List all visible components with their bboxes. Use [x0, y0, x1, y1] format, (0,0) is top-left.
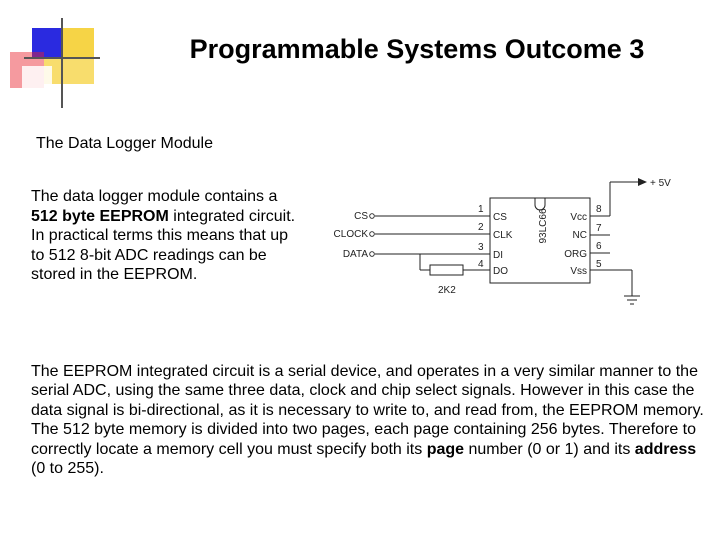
slide-subtitle: The Data Logger Module [36, 135, 213, 152]
chip-notch [535, 198, 545, 210]
body-text [31, 362, 711, 478]
pin-number-8: 8 [596, 204, 602, 215]
resistor [430, 265, 463, 275]
pin-number-3: 3 [478, 242, 484, 253]
pin-name-org: ORG [564, 249, 587, 260]
body-paragraph-2-part2: number (0 or 1) and its [464, 440, 635, 458]
corner-decoration [0, 0, 110, 110]
input-label-cs: CS [354, 211, 368, 222]
pin-number-2: 2 [478, 222, 484, 233]
body-paragraph-2-part3: (0 to 255). [31, 460, 104, 478]
pin-number-6: 6 [596, 241, 602, 252]
pin-number-4: 4 [478, 259, 484, 270]
pin-name-do: DO [493, 266, 508, 277]
intro-text-bold: 512 byte EEPROM [31, 207, 169, 225]
page-term: page [426, 440, 465, 458]
pin-name-vcc: Vcc [570, 212, 587, 223]
supply-arrow-icon [638, 178, 647, 186]
supply-label: + 5V [650, 178, 671, 189]
data-terminal-icon [370, 252, 375, 257]
pin-number-7: 7 [596, 223, 602, 234]
cs-terminal-icon [370, 214, 375, 219]
pin-number-1: 1 [478, 204, 484, 215]
body-paragraph-1: The EEPROM integrated circuit is a serial device, and operates in a very similar manner to the serial ADC, using the same three data, clock and chip select signals. However in this case the data signal is bi-directional, as it is necessary to write to, and read from, the EEPROM memory. [31, 363, 704, 419]
clock-terminal-icon [370, 232, 375, 237]
pin-number-5: 5 [596, 259, 602, 270]
intro-text-part1: The data logger module contains a [31, 188, 278, 205]
resistor-label: 2K2 [438, 285, 456, 296]
pin-name-clk: CLK [493, 230, 513, 241]
pin-name-di: DI [493, 250, 503, 261]
address-term: address [634, 440, 697, 458]
intro-text-part2: integrated circuit. In practical terms this means that up to 512 8-bit ADC readings can be stored in the EEPROM. [31, 207, 296, 283]
intro-text [31, 187, 301, 285]
eeprom-schematic [320, 168, 680, 318]
chip-name-label: 93LC66 [538, 208, 549, 244]
pin-name-cs: CS [493, 212, 507, 223]
slide-title: Programmable Systems Outcome 3 [189, 34, 645, 64]
pin-name-nc: NC [572, 230, 587, 241]
body-paragraph-2 [31, 420, 711, 478]
input-label-data: DATA [342, 249, 368, 260]
pin-name-vss: Vss [570, 266, 587, 277]
input-label-clock: CLOCK [333, 229, 368, 240]
body-paragraph-2-part1: The 512 byte memory is divided into two pages, each page containing 256 bytes. Therefore to correctly locate a memory cell you must specify both its [31, 421, 696, 458]
